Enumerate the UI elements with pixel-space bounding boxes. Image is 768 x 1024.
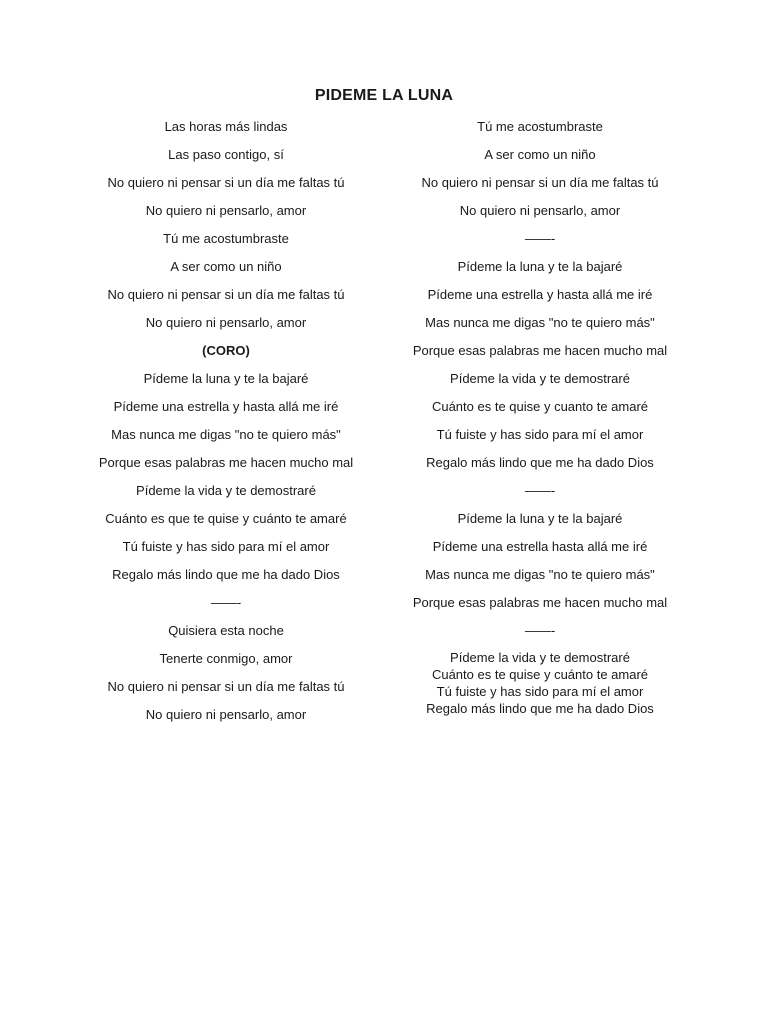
lyric-line: Las paso contigo, sí — [168, 147, 284, 162]
section-divider: ——- — [524, 623, 556, 638]
lyric-line: Tú me acostumbraste — [477, 119, 603, 134]
section-divider: ——- — [524, 231, 556, 246]
lyric-line: A ser como un niño — [484, 147, 596, 162]
lyric-line: Cuánto es te quise y cuanto te amaré — [431, 399, 649, 414]
section-divider: ——- — [210, 595, 242, 610]
lyric-line: Porque esas palabras me hacen mucho mal — [412, 343, 668, 358]
lyric-line: Pídeme la vida y te demostraré — [136, 483, 316, 498]
lyrics-right-column — [348, 117, 732, 717]
lyric-line: Las horas más lindas — [164, 119, 288, 134]
lyric-line: Tú fuiste y has sido para mí el amor — [436, 427, 644, 442]
lyric-line: Regalo más lindo que me ha dado Dios — [112, 567, 340, 582]
lyric-line: Pídeme una estrella hasta allá me iré — [432, 539, 648, 554]
lyric-line: Porque esas palabras me hacen mucho mal — [98, 455, 354, 470]
lyric-line: Pídeme una estrella y hasta allá me iré — [113, 399, 339, 414]
lyric-line: Pídeme la luna y te la bajaré — [143, 371, 309, 386]
lyric-line: Pídeme la luna y te la bajaré — [457, 511, 623, 526]
lyric-line: Quisiera esta noche — [168, 623, 284, 638]
lyric-line: Mas nunca me digas "no te quiero más" — [111, 427, 341, 442]
lyric-line: No quiero ni pensar si un día me faltas tú — [421, 175, 659, 190]
chorus-heading: (CORO) — [202, 343, 250, 358]
lyric-line: No quiero ni pensarlo, amor — [145, 707, 307, 722]
lyric-line: Cuánto es que te quise y cuánto te amaré — [105, 511, 347, 526]
lyric-line: No quiero ni pensar si un día me faltas tú — [107, 175, 345, 190]
lyric-line: Pídeme una estrella y hasta allá me iré — [427, 287, 653, 302]
lyric-line: Pídeme la vida y te demostraré — [450, 371, 630, 386]
lyric-line: No quiero ni pensar si un día me faltas tú — [107, 287, 345, 302]
song-title: PIDEME LA LUNA — [314, 87, 454, 104]
lyric-line: Pídeme la luna y te la bajaré — [457, 259, 623, 274]
lyric-line: Tú me acostumbraste — [163, 231, 289, 246]
lyric-line: A ser como un niño — [170, 259, 282, 274]
lyric-line: No quiero ni pensarlo, amor — [459, 203, 621, 218]
lyric-line: Tú fuiste y has sido para mí el amor — [436, 684, 644, 699]
lyric-line: Regalo más lindo que me ha dado Dios — [426, 701, 654, 716]
lyric-line: Cuánto es te quise y cuánto te amaré — [431, 667, 649, 682]
section-divider: ——- — [524, 483, 556, 498]
lyric-line: Tú fuiste y has sido para mí el amor — [122, 539, 330, 554]
lyric-line: No quiero ni pensarlo, amor — [145, 315, 307, 330]
lyric-line: No quiero ni pensar si un día me faltas tú — [107, 679, 345, 694]
lyric-line: Mas nunca me digas "no te quiero más" — [425, 315, 655, 330]
final-chorus-block — [348, 649, 732, 717]
lyric-line: Pídeme la vida y te demostraré — [450, 650, 630, 665]
lyric-line: Regalo más lindo que me ha dado Dios — [426, 455, 654, 470]
lyric-line: Tenerte conmigo, amor — [159, 651, 293, 666]
lyric-line: Porque esas palabras me hacen mucho mal — [412, 595, 668, 610]
lyric-line: Mas nunca me digas "no te quiero más" — [425, 567, 655, 582]
lyric-line: No quiero ni pensarlo, amor — [145, 203, 307, 218]
